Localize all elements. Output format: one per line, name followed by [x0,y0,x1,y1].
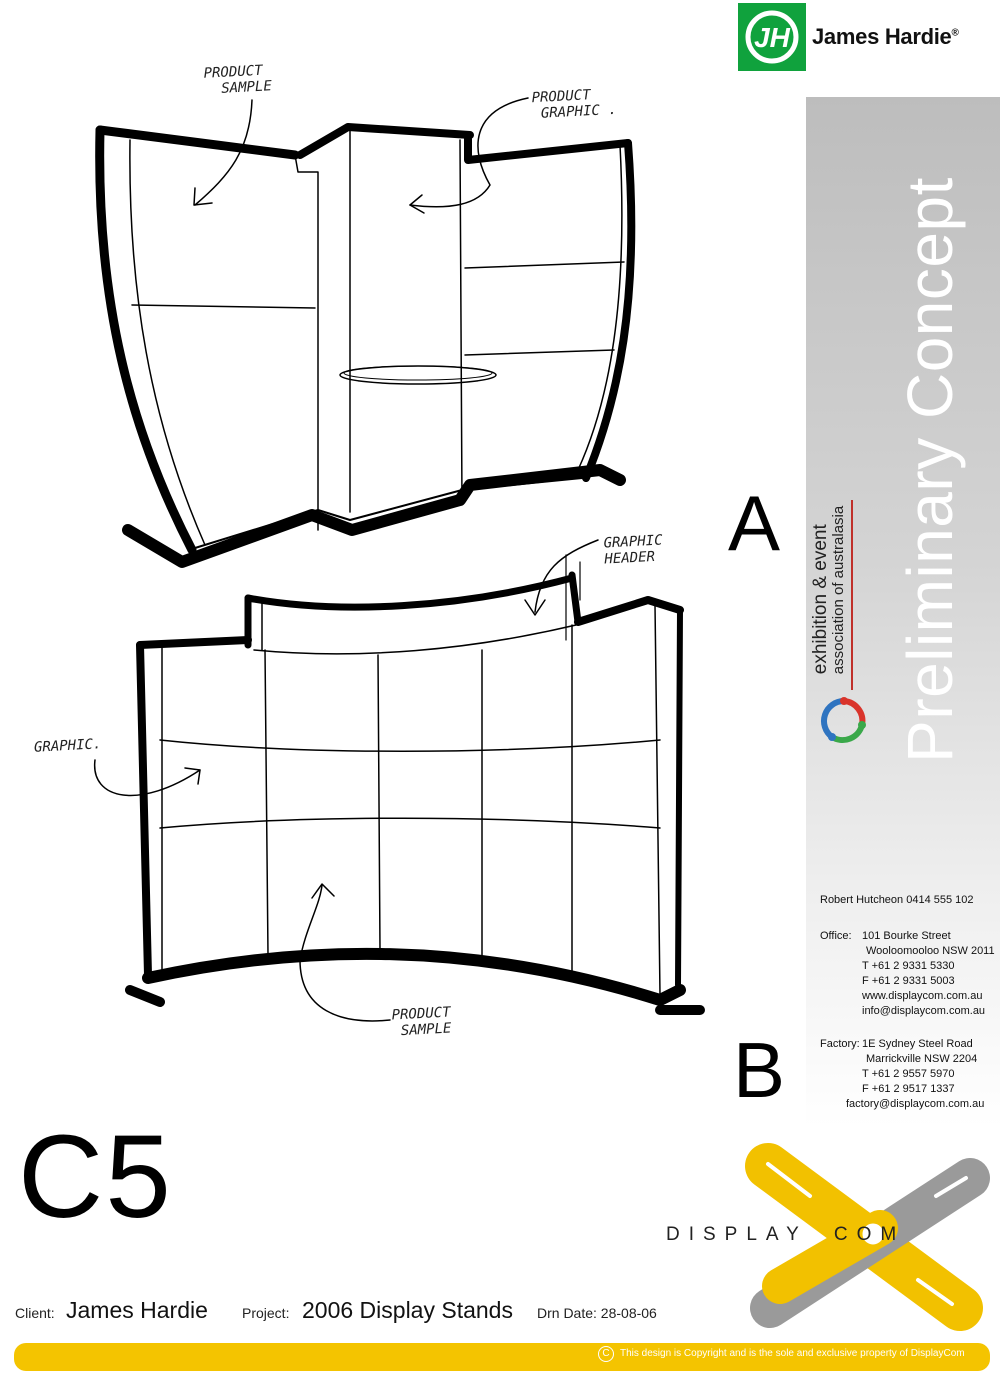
drawing-date: Drn Date: 28-08-06 [537,1305,657,1321]
copyright-notice: This design is Copyright and is the sole and exclusive property of DisplayCom [620,1348,965,1359]
display-stand-sketch [0,80,760,1090]
association-logo-icon [818,695,870,747]
office-line: Wooloomooloo NSW 2011 [866,945,995,957]
note-b-product-sample: PRODUCT SAMPLE [391,1004,452,1040]
option-a-label: A [728,479,781,567]
office-website: www.displaycom.com.au [862,990,983,1002]
brand-name [812,24,959,50]
factory-label: Factory: [820,1038,860,1050]
option-b-label: B [733,1026,786,1114]
factory-email: factory@displaycom.com.au [846,1098,985,1110]
note-b-graphic: GRAPHIC. [33,736,102,756]
factory-fax: F +61 2 9517 1337 [862,1083,955,1095]
office-fax: F +61 2 9331 5003 [862,975,955,987]
note-b-graphic-header: GRAPHIC HEADER [603,532,663,568]
office-address [862,929,995,1019]
factory-line: Marrickville NSW 2204 [866,1053,978,1065]
displaycom-word-com: COM [833,1224,906,1245]
factory-phone: T +61 2 9557 5970 [862,1068,955,1080]
displaycom-word-display: DISPLAY [666,1224,808,1245]
note-a-product-sample: PRODUCT SAMPLE [203,62,273,98]
registered-mark: ® [951,27,959,39]
contact-person: Robert Hutcheon 0414 555 102 [820,894,974,906]
office-phone: T +61 2 9331 5330 [862,960,955,972]
association-name [812,506,848,674]
client-label: Client: [15,1305,55,1321]
drawing-code: C5 [18,1111,173,1243]
office-label: Office: [820,930,852,942]
preliminary-concept-title: Preliminary Concept [894,177,966,763]
james-hardie-logo [738,3,806,71]
displaycom-wordmark [666,1224,905,1246]
association-divider [851,500,853,690]
office-email: info@displaycom.com.au [862,1005,986,1017]
association-line-2: association of australasia [830,505,847,675]
copyright-icon: C [598,1346,614,1362]
association-line-1: exhibition & event [810,524,831,675]
jh-initials: JH [754,22,790,53]
client-value: James Hardie [66,1297,208,1323]
brand-name-text: James Hardie [812,24,952,49]
project-value: 2006 Display Stands [302,1297,513,1323]
office-line: 101 Bourke Street [862,930,951,942]
jh-emblem-icon [738,3,806,71]
factory-line: 1E Sydney Steel Road [862,1038,973,1050]
factory-address [846,1037,985,1112]
project-label: Project: [242,1305,290,1321]
note-a-product-graphic: PRODUCT GRAPHIC . [531,87,618,123]
